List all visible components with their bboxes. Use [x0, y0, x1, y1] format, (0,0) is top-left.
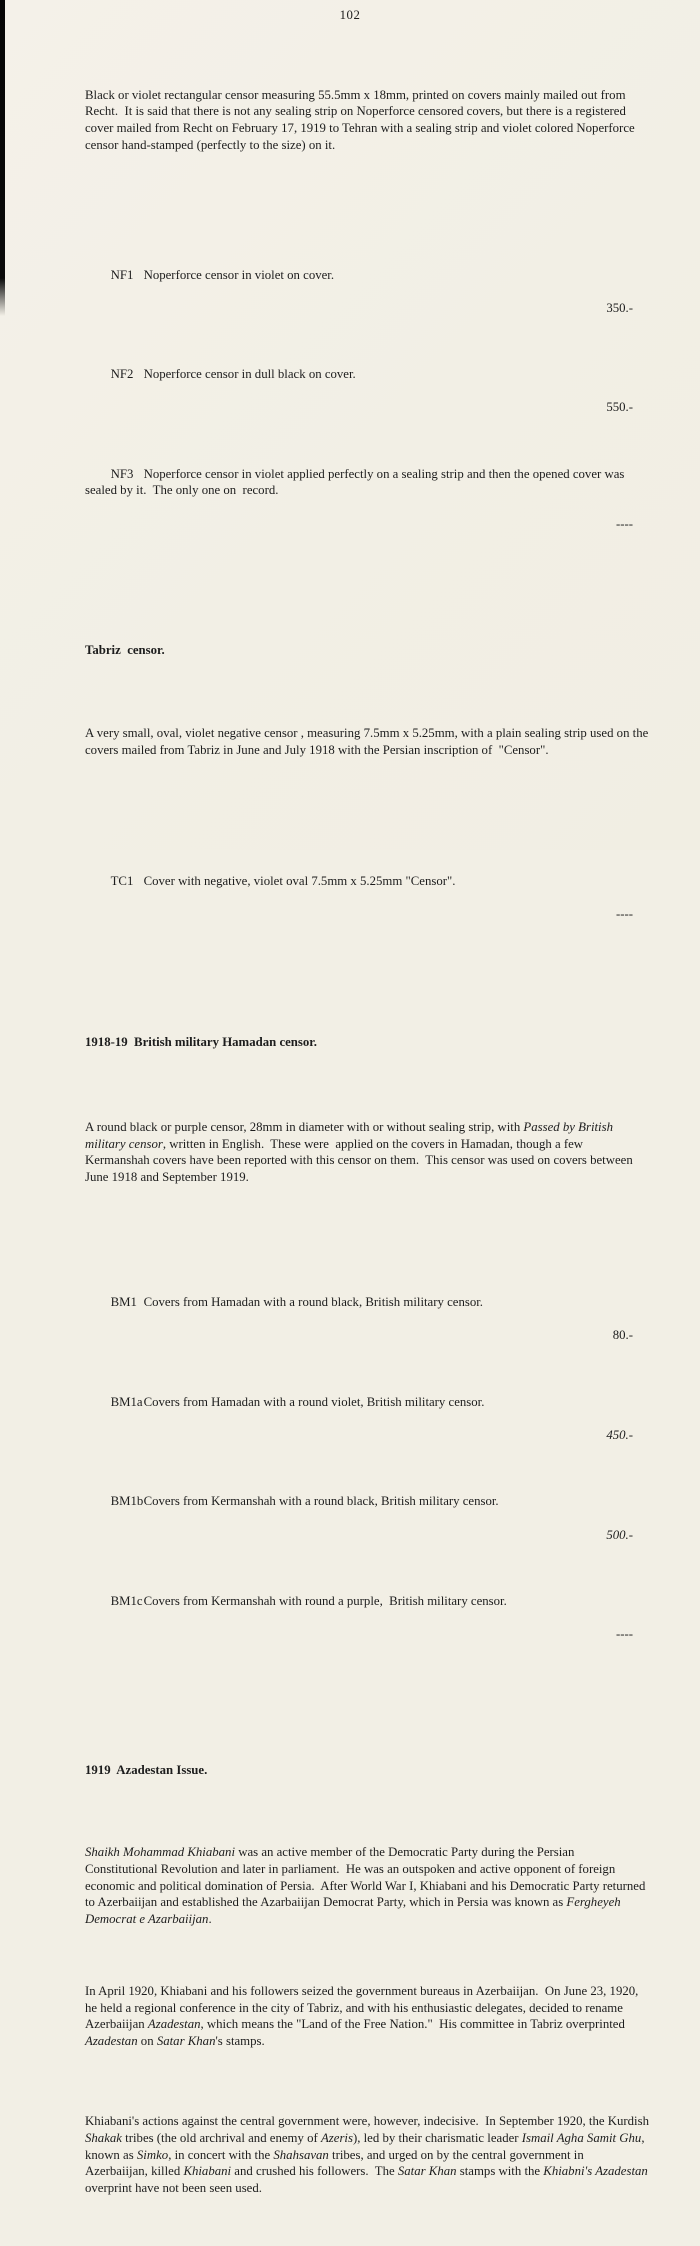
catalog-list-british-military	[85, 1235, 649, 1675]
price-value: 500.-	[606, 1527, 633, 1542]
catalog-code: NF2	[110, 367, 134, 382]
paragraph-azadestan-1: Shaikh Mohammad Khiabani was an active member of the Democratic Party during the Persian Constitutional Revolution and later in parliament. He was an outspoken and active opponent of foreign economic and political domination of Persia. After World War I, Khiabani and his Democratic Party returned to Azerbaiijan and established the Azarbaiijan Democrat Party, which in Persia was known as Fergheyeh Democrat e Azarbaiijan.	[85, 1845, 649, 1926]
catalog-code: BM1a	[110, 1394, 143, 1409]
catalog-list-noperforce	[85, 203, 649, 565]
page-content	[85, 37, 653, 2246]
paragraph-azadestan-3: Khiabani's actions against the central government were, however, indecisive. In September 1920, the Kurdish Shakak tribes (the old archrival and enemy of Azeris), led by their charismatic leader Ismail Agha Samit Ghu, known as Simko, in concert with the Shahsavan tribes, and urged on by the central government in Azerbaiijan, killed Khiabani and crushed his followers. The Satar Khan stamps with the Khiabni's Azadestan overprint have not been seen used.	[85, 2114, 653, 2195]
catalog-row-bm1a	[85, 1377, 649, 1443]
page-number: 102	[339, 8, 361, 22]
catalog-row-bm1	[85, 1278, 649, 1344]
paragraph-azadestan-2: In April 1920, Khiabani and his followers seized the government bureaus in Azerbaiijan. On June 23, 1920, he held a regional conference in the city of Tabriz, and with his enthusiastic delegates, decided to rename Azerbaiijan Azadestan, which means the "Land of the Free Nation." His committee in Tabriz overprinted Azadestan on Satar Khan's stamps.	[85, 1984, 642, 2048]
paragraph-tabriz-censor: A very small, oval, violet negative censor , measuring 7.5mm x 5.25mm, with a plain sealing strip used on the covers mailed from Tabriz in June and July 1918 with the Persian inscription of "Censor".	[85, 725, 652, 757]
paragraph-hamadan-censor: A round black or purple censor, 28mm in diameter with or without sealing strip, with Passed by British military censor, written in English. These were applied on the covers in Hamadan, though a few Kermanshah covers have been reported with this censor on them. This censor was used on covers between June 1918 and September 1919.	[85, 1120, 636, 1185]
price-value: 80.-	[612, 1328, 633, 1343]
price-value: ----	[615, 906, 633, 921]
catalog-description: Noperforce censor in dull black on cover.	[143, 367, 356, 382]
catalog-list-tabriz	[85, 808, 649, 956]
catalog-code: NF3	[110, 466, 134, 481]
scan-edge-artifact	[0, 0, 5, 316]
price-value: ----	[615, 516, 633, 531]
catalog-code: BM1	[110, 1295, 137, 1310]
paragraph-noperforce-intro: Black or violet rectangular censor measuring 55.5mm x 18mm, printed on covers mainly mailed out from Recht. It is said that there is not any sealing strip on Noperforce censored covers, but there is a registered cover mailed from Recht on February 17, 1919 to Tehran with a sealing strip and violet colored Noperforce censor hand-stamped (perfectly to the size) on it.	[85, 87, 638, 152]
catalog-description: Noperforce censor in violet on cover.	[143, 267, 335, 282]
catalog-row-bm1c	[85, 1576, 649, 1642]
price-value: 450.-	[606, 1427, 633, 1442]
catalog-description: Noperforce censor in violet applied perfectly on a sealing strip and then the opened cover was sealed by it. The only one on record.	[85, 466, 628, 498]
price-value: ----	[615, 1627, 633, 1642]
catalog-code: TC1	[110, 873, 134, 888]
catalog-row-bm1b	[85, 1477, 649, 1543]
catalog-description: Cover with negative, violet oval 7.5mm x 5.25mm "Censor".	[143, 873, 456, 888]
catalog-description: Covers from Hamadan with a round violet, British military censor.	[143, 1394, 485, 1409]
catalog-description: Covers from Kermanshah with round a purple, British military censor.	[143, 1593, 507, 1608]
price-value: 350.-	[606, 300, 633, 315]
catalog-row-nf3	[85, 449, 649, 532]
catalog-row-nf2	[85, 350, 649, 416]
catalog-description: Covers from Kermanshah with a round black, British military censor.	[143, 1494, 499, 1509]
catalog-code: BM1c	[110, 1593, 143, 1608]
heading-hamadan-censor: 1918-19 British military Hamadan censor.	[85, 1035, 317, 1050]
catalog-row-nf1	[85, 250, 649, 316]
catalog-code: BM1b	[110, 1494, 144, 1509]
catalog-code: NF1	[110, 267, 134, 282]
heading-azadestan-issue: 1919 Azadestan Issue.	[85, 1762, 208, 1777]
heading-tabriz-censor: Tabriz censor.	[85, 643, 165, 658]
catalog-description: Covers from Hamadan with a round black, British military censor.	[143, 1295, 483, 1310]
price-value: 550.-	[606, 400, 633, 415]
catalog-row-tc1	[85, 856, 649, 922]
